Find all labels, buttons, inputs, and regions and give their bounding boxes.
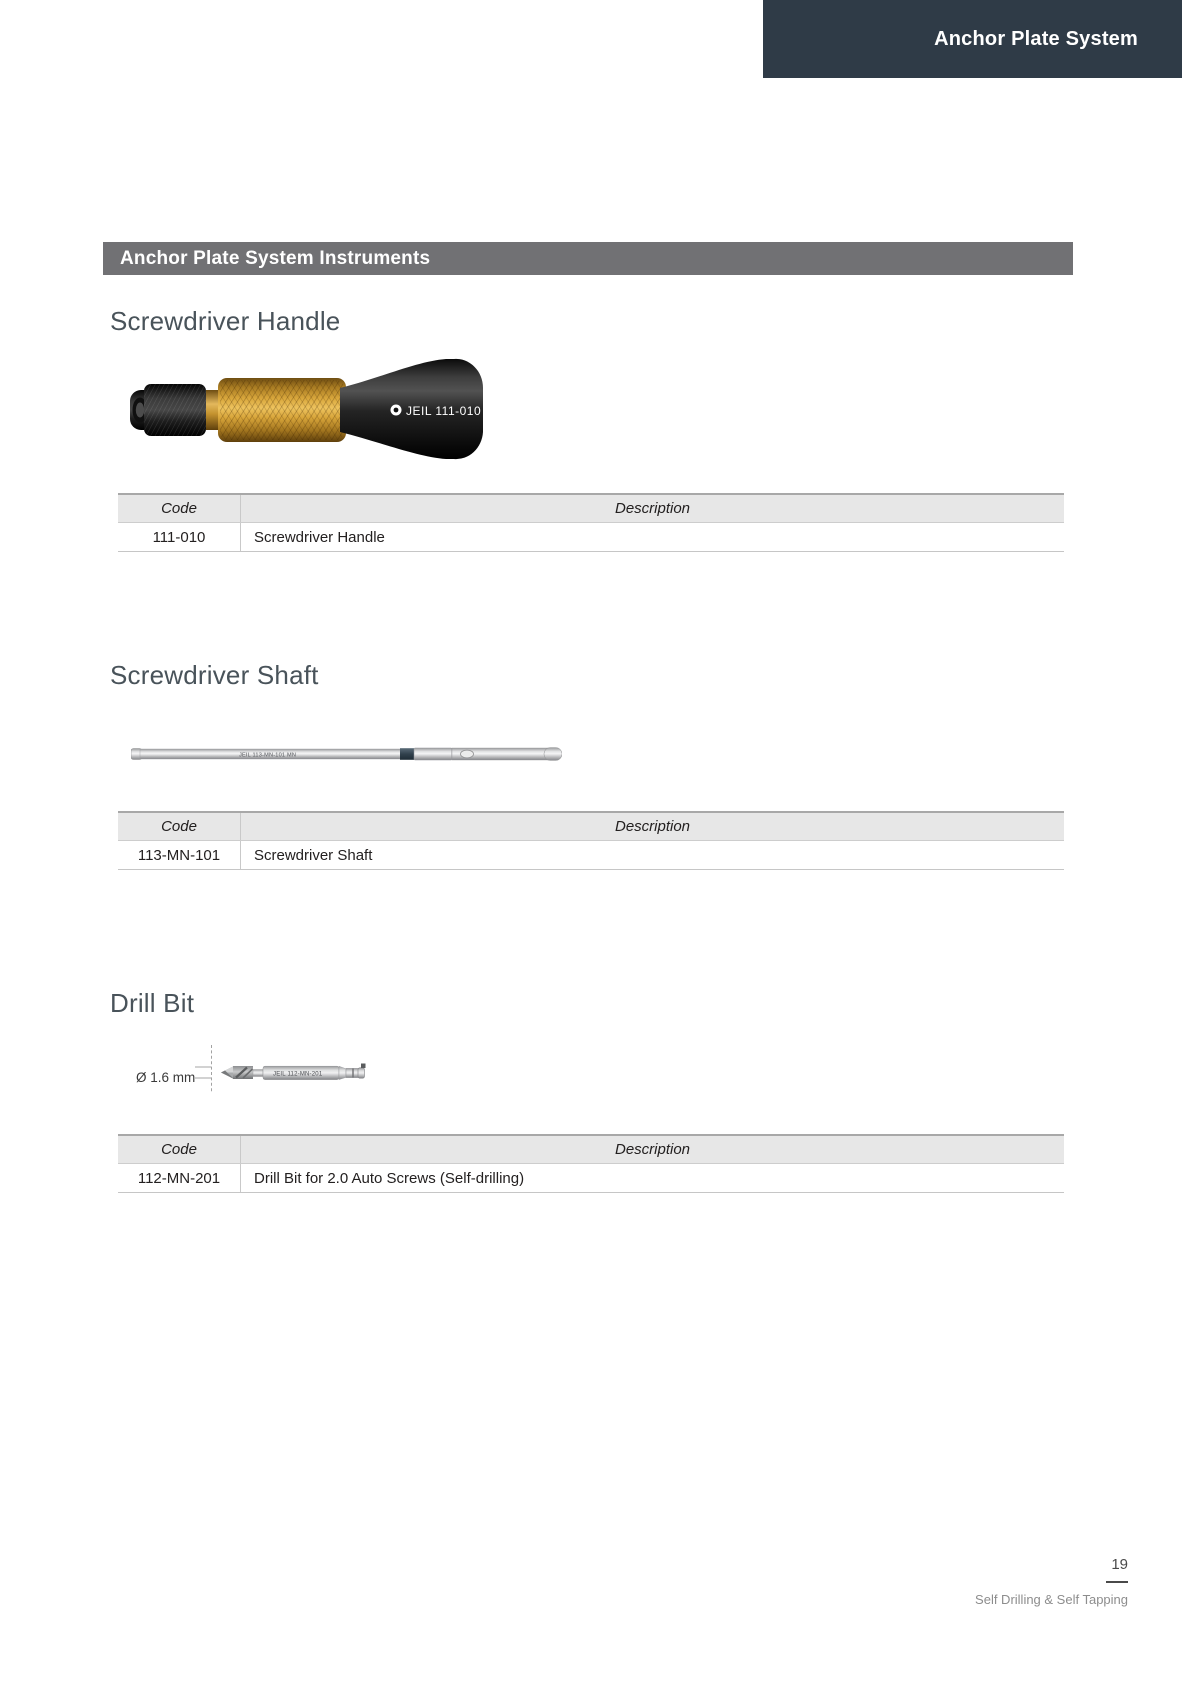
table-row	[118, 1164, 1064, 1193]
screwdriver-shaft-illustration	[131, 744, 562, 764]
code-cell: 111-010	[118, 523, 241, 551]
header-band-title: Anchor Plate System	[934, 27, 1138, 50]
table-row	[118, 523, 1064, 552]
code-header: Code	[118, 1136, 241, 1163]
table-header-row	[118, 1134, 1064, 1164]
screwdriver-handle-table	[118, 493, 1064, 552]
table-row	[118, 841, 1064, 870]
screwdriver-handle-image	[128, 350, 490, 467]
drill-coupling-notch	[361, 1064, 366, 1069]
drill-printed-code: JEIL 112-MN-201	[273, 1071, 323, 1078]
code-header: Code	[118, 813, 241, 840]
heading-screwdriver-handle: Screwdriver Handle	[110, 306, 341, 336]
shaft-sleeve	[414, 748, 452, 760]
code-header: Code	[118, 495, 241, 522]
description-header: Description	[614, 1141, 691, 1158]
heading-screwdriver-shaft: Screwdriver Shaft	[110, 660, 319, 690]
code-cell: 112-MN-201	[118, 1164, 241, 1192]
section-banner	[103, 242, 1073, 275]
description-cell: Screwdriver Handle	[254, 528, 385, 546]
shaft-end-cap	[544, 748, 562, 761]
header-band	[763, 0, 1182, 78]
screwdriver-shaft-table	[118, 811, 1064, 870]
handle-gold-ring	[206, 390, 220, 430]
drill-neck	[253, 1070, 263, 1077]
description-cell: Screwdriver Shaft	[254, 846, 373, 864]
drill-taper	[339, 1066, 346, 1079]
description-header: Description	[614, 500, 691, 517]
drill-bit-table	[118, 1134, 1064, 1193]
drill-bit-illustration	[133, 1040, 373, 1098]
description-header: Description	[614, 818, 691, 835]
drill-diameter-label: Ø 1.6 mm	[136, 1070, 196, 1085]
description-cell: Drill Bit for 2.0 Auto Screws (Self-drilling)	[254, 1169, 525, 1187]
code-cell: 113-MN-101	[118, 841, 241, 869]
drill-coupling-end	[358, 1068, 365, 1078]
shaft-printed-code: JEIL 113-MN-101 MN	[239, 752, 297, 759]
screwdriver-shaft-image	[131, 744, 562, 769]
page-number: 19	[1111, 1556, 1128, 1573]
heading-drill-bit: Drill Bit	[110, 988, 195, 1018]
section-banner-title: Anchor Plate System Instruments	[120, 247, 431, 269]
table-header-row	[118, 811, 1064, 841]
shaft-hole	[461, 750, 474, 758]
shaft-dark-band	[400, 748, 414, 760]
footer-rule	[1106, 1581, 1128, 1583]
footer-tagline: Self Drilling & Self Tapping	[975, 1592, 1128, 1607]
table-header-row	[118, 493, 1064, 523]
drill-bit-image	[133, 1040, 373, 1103]
handle-printed-code: JEIL 111-010	[406, 404, 482, 418]
screwdriver-handle-illustration	[128, 350, 490, 462]
